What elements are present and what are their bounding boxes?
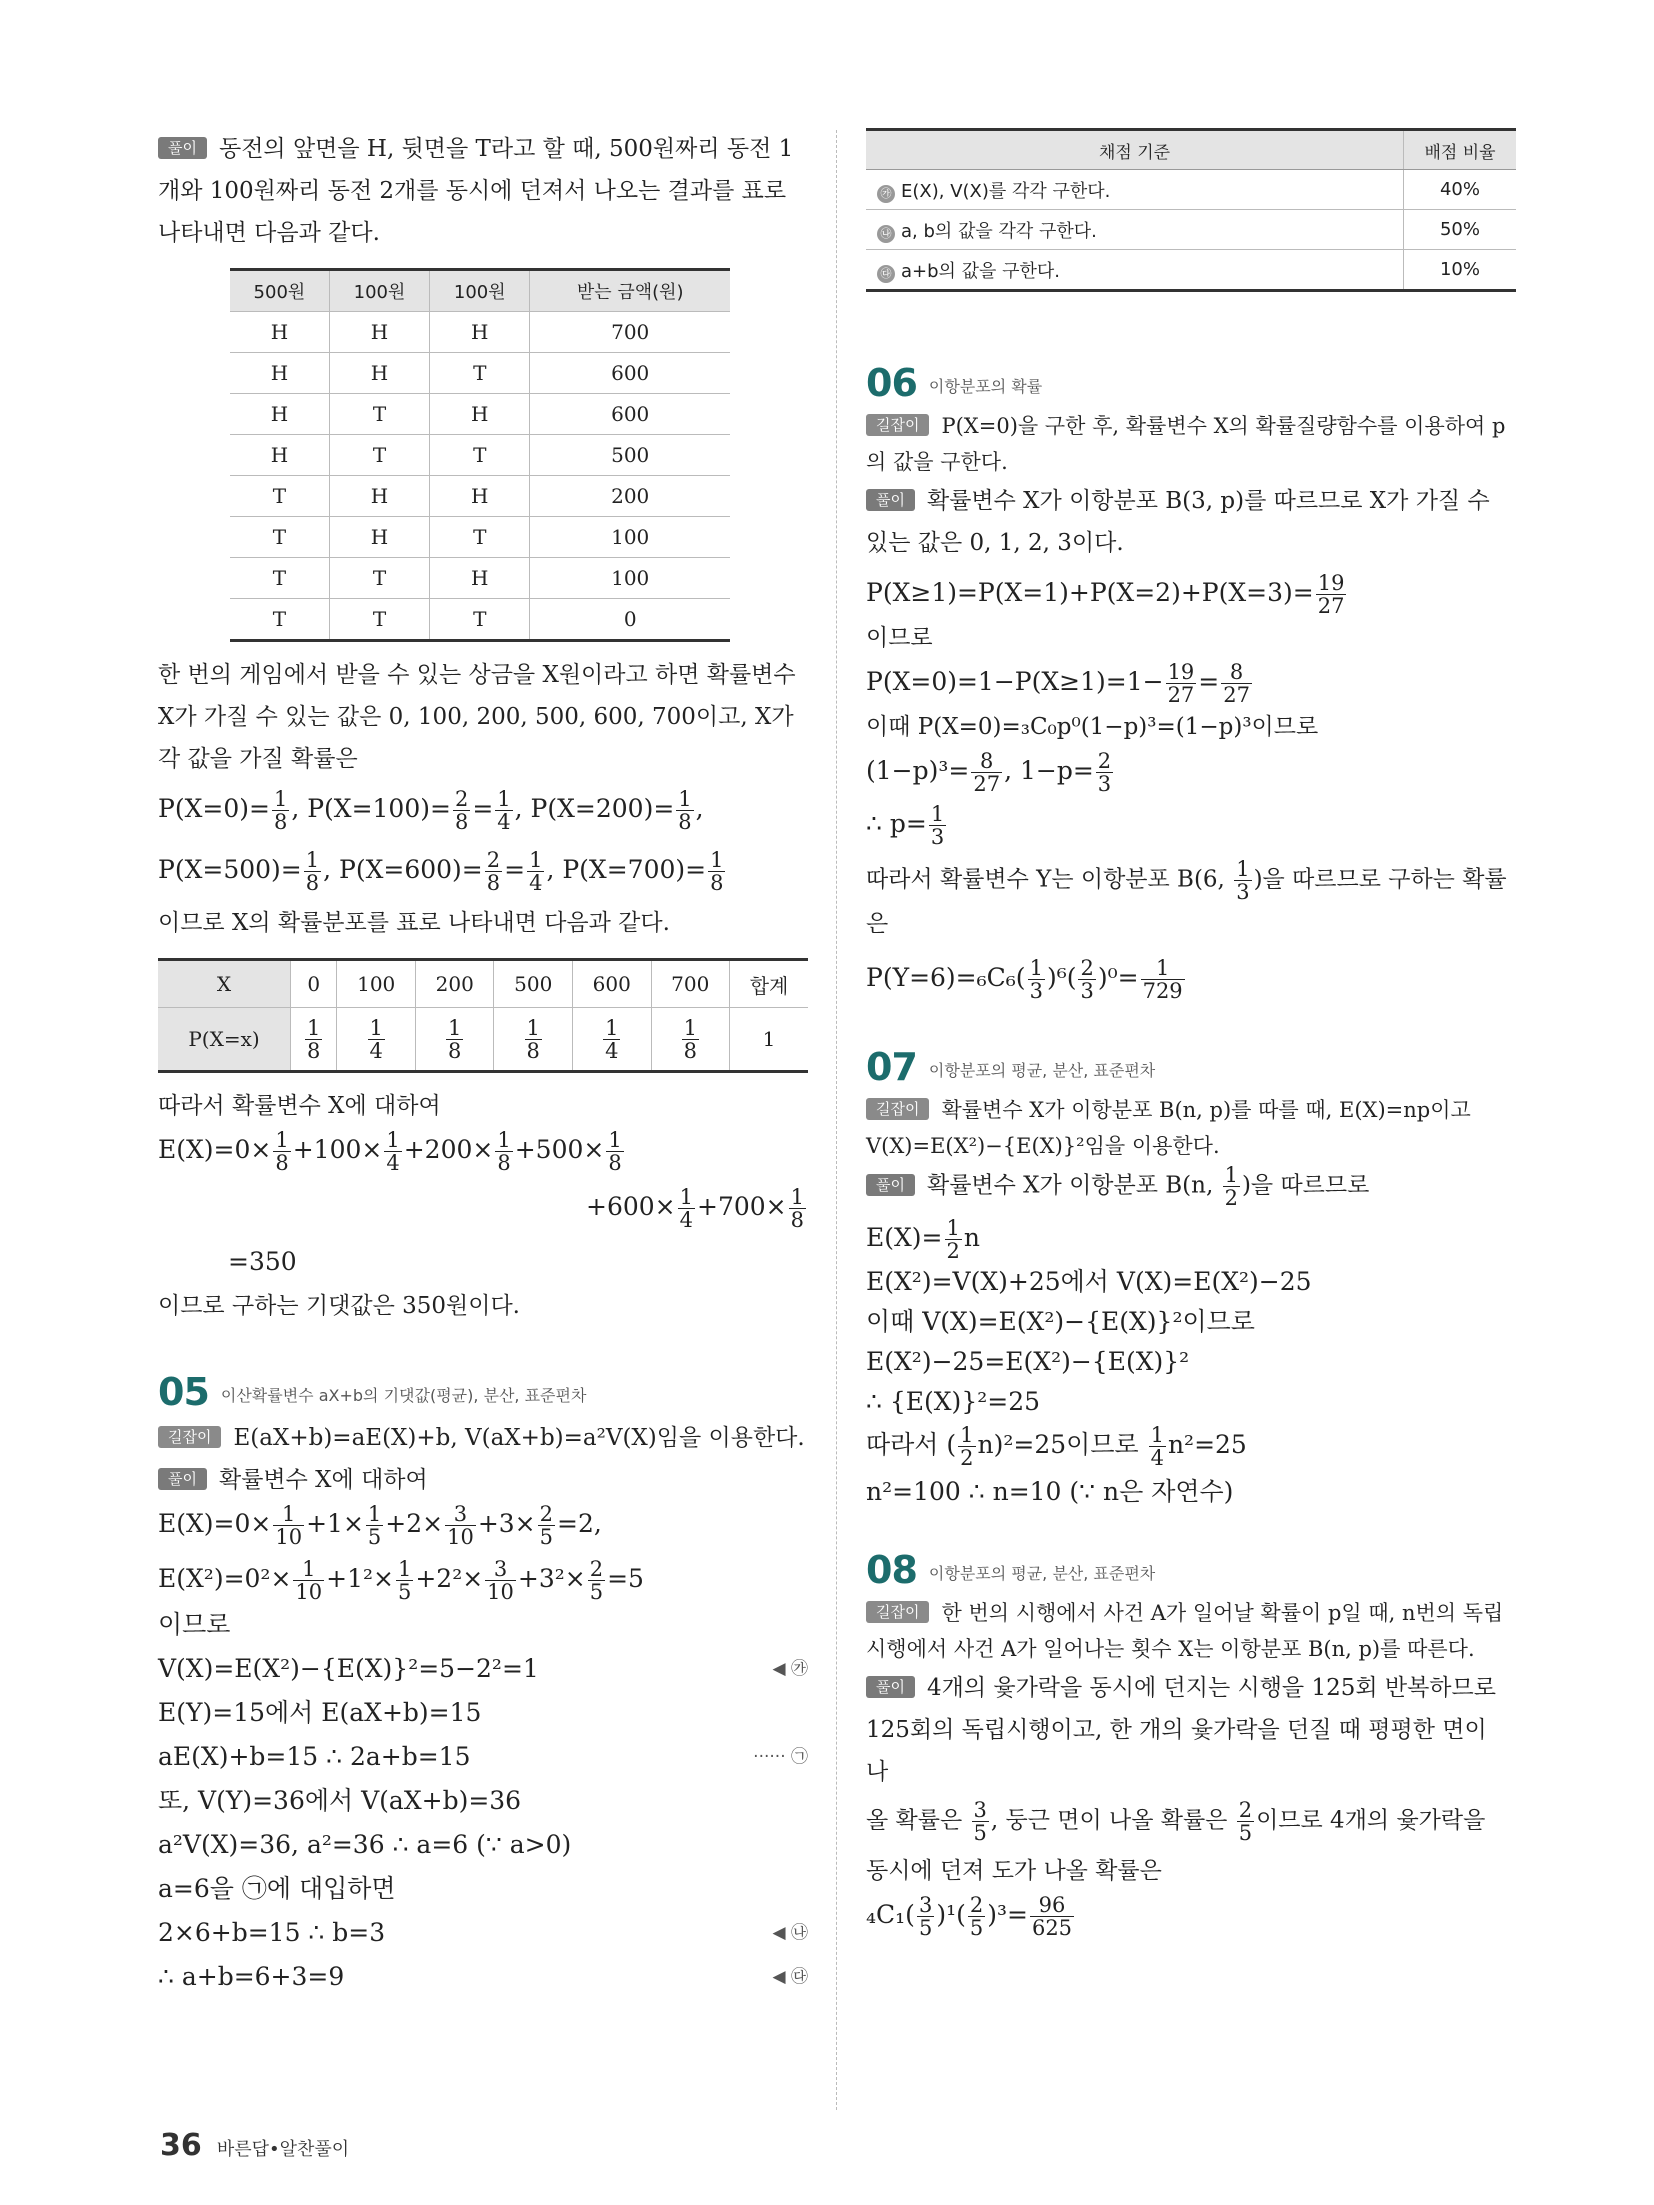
solution-line: E(Y)=15에서 E(aX+b)=15 [158,1698,482,1727]
section-07-guide: 길잡이 확률변수 X가 이항분포 B(n, p)를 따를 때, E(X)=np이고 V(X)=E(X²)−{E(X)}²임을 이용한다. [866,1098,1471,1158]
table-row [230,394,730,435]
grading-header-criteria: 채점 기준 [866,130,1404,170]
table-row [230,599,730,641]
grading-ratio: 40% [1404,170,1517,210]
grading-row [866,170,1516,210]
section-06-header: 06 이항분포의 확률 [866,361,1043,405]
table-row [230,517,730,558]
table-cell: H [230,312,329,353]
grading-marker: ◀ ㉮ [772,1659,808,1679]
section-06-line-4: 이때 P(X=0)=₃C₀p⁰(1−p)³=(1−p)³이므로 [866,714,1319,740]
expectation-result: =350 [228,1247,297,1276]
table-cell: T [230,476,329,517]
solution-line: aE(X)+b=15 ∴ 2a+b=15 ······ ㉠ [158,1735,808,1779]
coin-table-header: 100원 [430,270,530,312]
dist-prob-cell: $\frac{1}{4}$ [573,1008,652,1072]
dist-prob-cell: $\frac{1}{4}$ [337,1008,416,1072]
section-08-header: 08 이항분포의 평균, 분산, 표준편차 [866,1548,1156,1592]
section-07-solution: 풀이 확률변수 X가 이항분포 B(n, $\frac{1}{2}$ )을 따르므로 [866,1164,1516,1209]
section-08-solution: 풀이 4개의 윷가락을 동시에 던지는 시행을 125회 반복하므로 125회의 독립시행이고, 한 개의 윷가락을 던질 때 평평한 면이 나 [866,1675,1496,1785]
dist-header-cell: 600 [573,960,652,1008]
section-07-lines [866,1262,1516,1422]
section-07-line-3: n²=100 ∴ n=10 (∵ n은 자연수) [866,1477,1234,1506]
grading-mark: ㉮ [877,185,895,203]
table-cell: H [430,476,530,517]
table-cell: T [230,599,329,641]
grading-table [866,128,1516,292]
random-variable-paragraph: 한 번의 게임에서 받을 수 있는 상금을 X원이라고 하면 확률변수 X가 가질 수 있는 값은 0, 100, 200, 500, 600, 700이고, X가 각 값을 가질 확률은 [158,662,796,772]
table-cell: 200 [530,476,730,517]
table-cell: T [430,353,530,394]
dist-header-cell: 200 [415,960,494,1008]
coin-table-header: 100원 [329,270,429,312]
section-05-header [158,1367,808,1414]
grading-marker: ······ ㉠ [753,1747,808,1767]
grading-header-ratio: 배점 비율 [1404,130,1517,170]
table-row [230,435,730,476]
table-row [230,312,730,353]
table-cell: T [329,435,429,476]
dist-header-cell: X [158,960,291,1008]
grading-row [866,210,1516,250]
section-08-line-2: 동시에 던져 도가 나올 확률은 [866,1858,1162,1884]
table-cell: 500 [530,435,730,476]
section-08-line-3: ₄C₁( $\frac{3}{5}$ )¹( $\frac{2}{5}$ )³= $\frac{96}{625}$ [866,1893,1073,1940]
table-row [230,476,730,517]
section-07-header: 07 이항분포의 평균, 분산, 표준편차 [866,1045,1156,1089]
solution-line: ∴ a+b=6+3=9 ◀ ㉰ [158,1955,808,1999]
section-06-line-1: P(X≥1)=P(X=1)+P(X=2)+P(X=3)= $\frac{19}{27}$ [866,571,1345,618]
probability-distribution-table [158,958,808,1073]
solution-line: V(X)=E(X²)−{E(X)}²=5−2²=1 ◀ ㉮ [158,1647,808,1691]
dist-header-cell: 합계 [730,960,808,1008]
grading-criterion: ㉰ a+b의 값을 구한다. [866,250,1404,291]
table-cell: 0 [530,599,730,641]
section-05-solution-intro: 풀이 확률변수 X에 대하여 [158,1459,808,1501]
grading-row [866,250,1516,291]
distribution-intro: 이므로 X의 확률분포를 표로 나타내면 다음과 같다. [158,910,670,936]
coin-result-table [230,268,730,642]
grading-marker: ◀ ㉯ [772,1923,808,1943]
dist-header-cell: 100 [337,960,416,1008]
section-06-line-7: 따라서 확률변수 Y는 이항분포 B(6, $\frac{1}{3}$ )을 따르므로 구하는 확률은 [866,857,1507,937]
dist-prob-cell: $\frac{1}{8}$ [494,1008,573,1072]
intro-paragraph: 풀이 동전의 앞면을 H, 뒷면을 T라고 할 때, 500원짜리 동전 1개와 100원짜리 동전 2개를 동시에 던져서 나오는 결과를 표로 나타내면 다음과 같다. [158,136,794,246]
table-cell: H [329,312,429,353]
coin-table-header: 500원 [230,270,329,312]
expectation-line-1: E(X)=0× $\frac{1}{8}$ +100× $\frac{1}{4}$ +200× $\frac{1}{8}$ +500× $\frac{1}{8}$ [158,1128,622,1175]
table-cell: 100 [530,517,730,558]
table-cell: H [430,312,530,353]
table-cell: H [230,353,329,394]
left-column [158,128,808,1999]
solution-line: a²V(X)=36, a²=36 ∴ a=6 (∵ a>0) [158,1830,572,1859]
section-05-ex2: E(X²)=0²× $\frac{1}{10}$ +1²× $\frac{1}{5}$ +2²× $\frac{3}{10}$ +3²× $\frac{2}{5}$ =5 [158,1557,644,1604]
solution-line: 이때 V(X)=E(X²)−{E(X)}²이므로 [866,1307,1255,1336]
grading-mark: ㉯ [877,225,895,243]
section-07-line-2: 따라서 ( $\frac{1}{2}$ n)²=25이므로 $\frac{1}{4}$ n²=25 [866,1423,1247,1470]
dist-prob-cell: $\frac{1}{8}$ [415,1008,494,1072]
dist-prob-cell: $\frac{1}{8}$ [291,1008,337,1072]
dist-header-cell: 500 [494,960,573,1008]
table-cell: T [230,558,329,599]
table-cell: H [329,353,429,394]
probability-line-2: P(X=500)= $\frac{1}{8}$ , P(X=600)= $\frac{2}{8}$ = $\frac{1}{4}$ , P(X=700)= $\frac{1}{8}$ [158,848,724,895]
section-title: 이산확률변수 aX+b의 기댓값(평균), 분산, 표준편차 [220,1386,587,1405]
table-cell: H [430,558,530,599]
table-cell: 600 [530,353,730,394]
dist-header-cell: 700 [651,960,730,1008]
table-cell: T [329,558,429,599]
footer-label: 바른답•알찬풀이 [216,2139,350,2160]
section-07-line-1: E(X)= $\frac{1}{2}$ n [866,1216,980,1263]
table-cell: H [329,476,429,517]
grading-marker: ◀ ㉰ [772,1967,808,1987]
grading-mark: ㉰ [877,265,895,283]
section-05-ex: E(X)=0× $\frac{1}{10}$ +1× $\frac{1}{5}$ +2× $\frac{3}{10}$ +3× $\frac{2}{5}$ =2, [158,1502,602,1549]
section-06-line-3: P(X=0)=1−P(X≥1)=1− $\frac{19}{27}$ = $\frac{8}{27}$ [866,660,1250,707]
table-cell: T [329,599,429,641]
page-footer [160,2128,349,2163]
table-cell: 700 [530,312,730,353]
column-divider [836,130,837,2110]
grading-ratio: 50% [1404,210,1517,250]
table-cell: H [329,517,429,558]
dist-prob-label: P(X=x) [158,1008,291,1072]
table-cell: T [430,517,530,558]
table-cell: H [430,394,530,435]
table-cell: T [230,517,329,558]
table-cell: 600 [530,394,730,435]
grading-criterion: ㉮ E(X), V(X)를 각각 구한다. [866,170,1404,210]
solution-line: E(X²)−25=E(X²)−{E(X)}² [866,1347,1190,1376]
expectation-intro: 따라서 확률변수 X에 대하여 [158,1093,441,1119]
dist-total-cell: 1 [730,1008,808,1072]
section-05-lines [158,1603,808,1999]
right-column [866,128,1516,1939]
table-row [230,558,730,599]
table-row [230,353,730,394]
table-cell: T [430,435,530,476]
solution-line: 이므로 [158,1610,231,1639]
table-cell: H [230,394,329,435]
solution-tag: 풀이 [158,137,207,159]
expectation-conclusion: 이므로 구하는 기댓값은 350원이다. [158,1293,520,1319]
table-cell: T [329,394,429,435]
solution-line: 2×6+b=15 ∴ b=3 ◀ ㉯ [158,1911,808,1955]
solution-line: 또, V(Y)=36에서 V(aX+b)=36 [158,1786,522,1815]
section-number: 05 [158,1370,209,1414]
section-08-guide: 길잡이 한 번의 시행에서 사건 A가 일어날 확률이 p일 때, n번의 독립시행에서 사건 A가 일어나는 횟수 X는 이항분포 B(n, p)를 따른다. [866,1601,1504,1661]
page-number: 36 [160,2128,202,2163]
section-06-line-2: 이므로 [866,625,933,651]
expectation-line-2: +600× $\frac{1}{4}$ +700× $\frac{1}{8}$ [586,1185,804,1232]
solution-line: a=6을 ㉠에 대입하면 [158,1874,396,1903]
section-06-guide: 길잡이 P(X=0)을 구한 후, 확률변수 X의 확률질량함수를 이용하여 p의 값을 구한다. [866,414,1506,474]
section-08-line-1: 올 확률은 $\frac{3}{5}$ , 둥근 면이 나올 확률은 $\frac{2}{5}$ 이므로 4개의 윷가락을 [866,1798,1486,1845]
section-06-line-5: (1−p)³= $\frac{8}{27}$ , 1−p= $\frac{2}{3}$ [866,749,1112,796]
section-06-line-6: ∴ p= $\frac{1}{3}$ [866,802,945,849]
dist-header-cell: 0 [291,960,337,1008]
section-06-line-8: P(Y=6)=₆C₆( $\frac{1}{3}$ )⁶( $\frac{2}{3}$ )⁰= $\frac{1}{729}$ [866,956,1183,1003]
table-cell: T [430,599,530,641]
section-06-solution: 풀이 확률변수 X가 이항분포 B(3, p)를 따르므로 X가 가질 수 있는 값은 0, 1, 2, 3이다. [866,488,1490,556]
dist-prob-cell: $\frac{1}{8}$ [651,1008,730,1072]
coin-table-header: 받는 금액(원) [530,270,730,312]
grading-ratio: 10% [1404,250,1517,291]
solution-line: ∴ {E(X)}²=25 [866,1387,1040,1416]
table-cell: 100 [530,558,730,599]
solution-line: E(X²)=V(X)+25에서 V(X)=E(X²)−25 [866,1267,1312,1296]
probability-line-1: P(X=0)= $\frac{1}{8}$ , P(X=100)= $\frac{2}{8}$ = $\frac{1}{4}$ , P(X=200)= $\frac{1}{8}$ , [158,787,704,834]
grading-criterion: ㉯ a, b의 값을 각각 구한다. [866,210,1404,250]
table-cell: H [230,435,329,476]
section-05-guide: 길잡이 E(aX+b)=aE(X)+b, V(aX+b)=a²V(X)임을 이용한다. [158,1417,808,1459]
